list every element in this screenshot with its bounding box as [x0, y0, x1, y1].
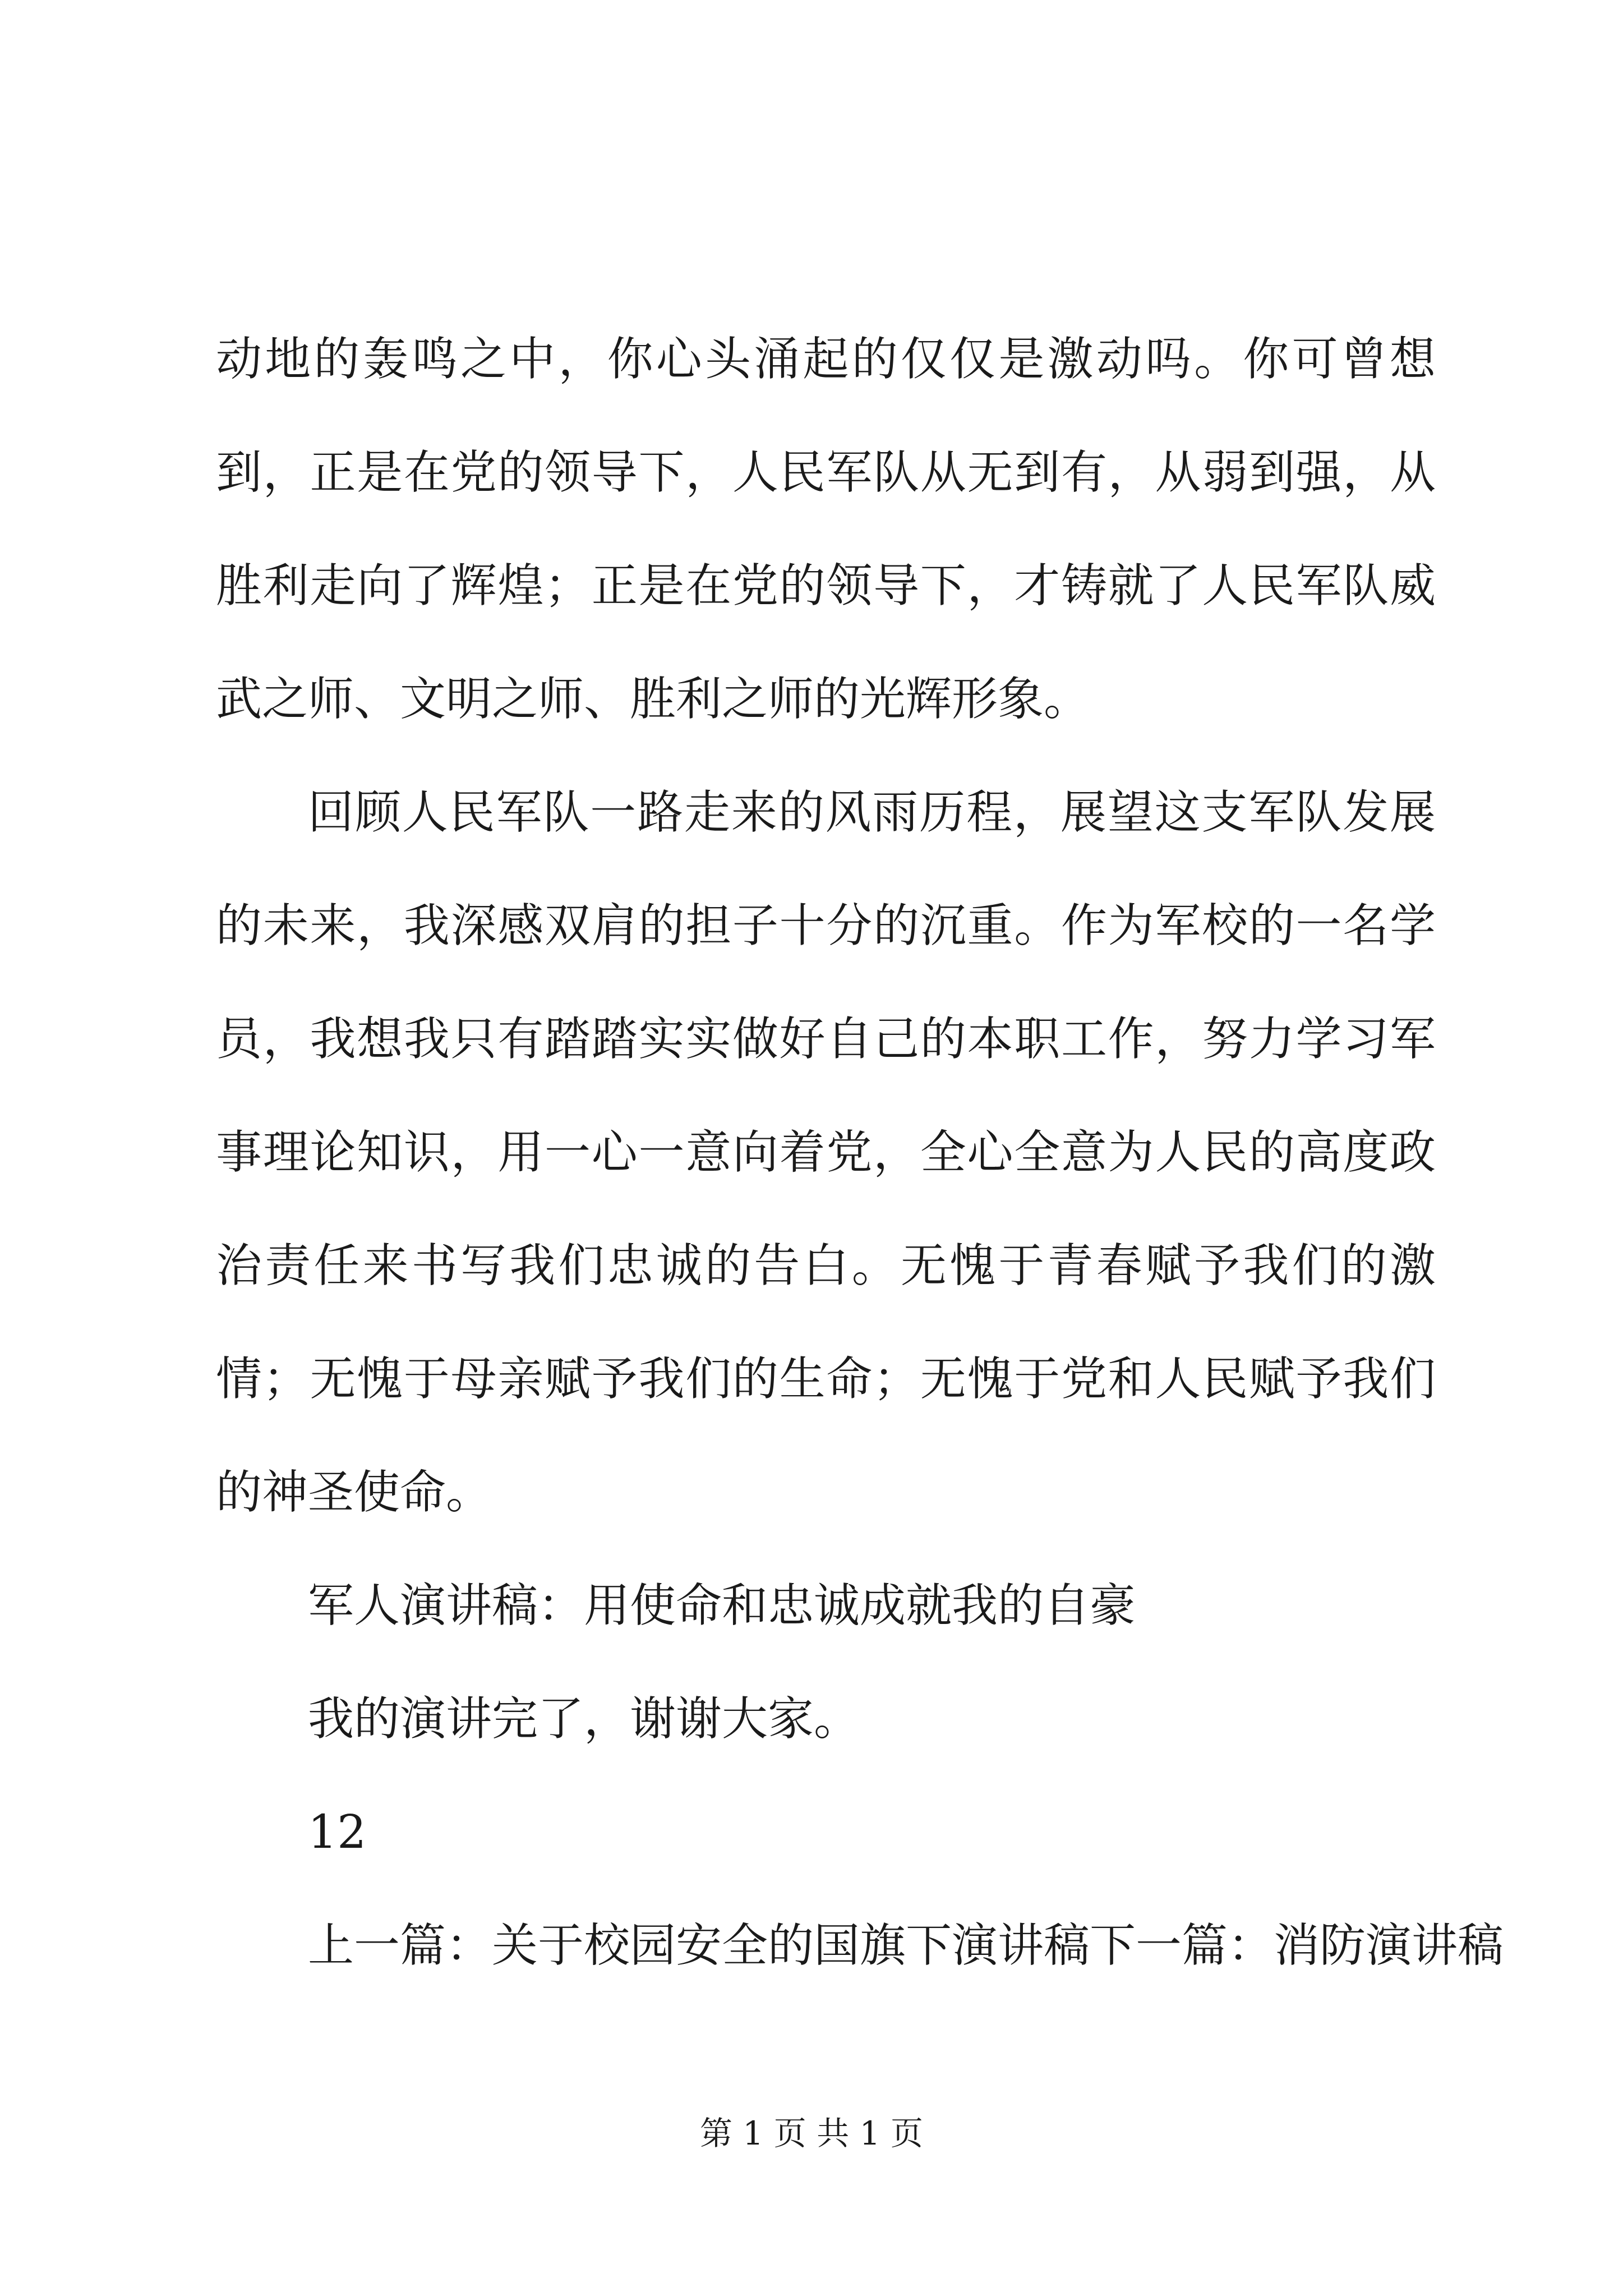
article-navigation[interactable]: 上一篇：关于校园安全的国旗下演讲稿下一篇：消防演讲稿: [308, 1919, 1504, 1972]
page-numbers-line: 12: [308, 1806, 367, 1859]
paragraph-reflection: 回顾人民军队一路走来的风雨历程，展望这支军队发展的未来，我深感双肩的担子十分的沉重。作为军校的一名学员，我想我只有踏踏实实做好自己的本职工作，努力学习军事理论知识，用一心一意向着党，全心全意为人民的高度政治责任来书写我们忠诚的告白。无愧于青春赋予我们的激情；无愧于母亲赋予我们的生命；无愧于党和人民赋予我们的神圣使命。: [216, 786, 1436, 1519]
paragraph-continuation: 动地的轰鸣之中，你心头涌起的仅仅是激动吗。你可曾想到，正是在党的领导下，人民军队从无到有，从弱到强，从胜利走向了辉煌；正是在党的领导下，才铸就了人民军队威武之师、文明之师、胜利之师的光辉形象。: [216, 333, 1436, 726]
closing-line: 我的演讲完了，谢谢大家。: [308, 1692, 860, 1746]
page-footer: 第 1 页 共 1 页: [700, 2114, 923, 2152]
speech-title-line: 军人演讲稿：用使命和忠诚成就我的自豪: [308, 1579, 1136, 1632]
document-body: [216, 303, 1504, 2003]
